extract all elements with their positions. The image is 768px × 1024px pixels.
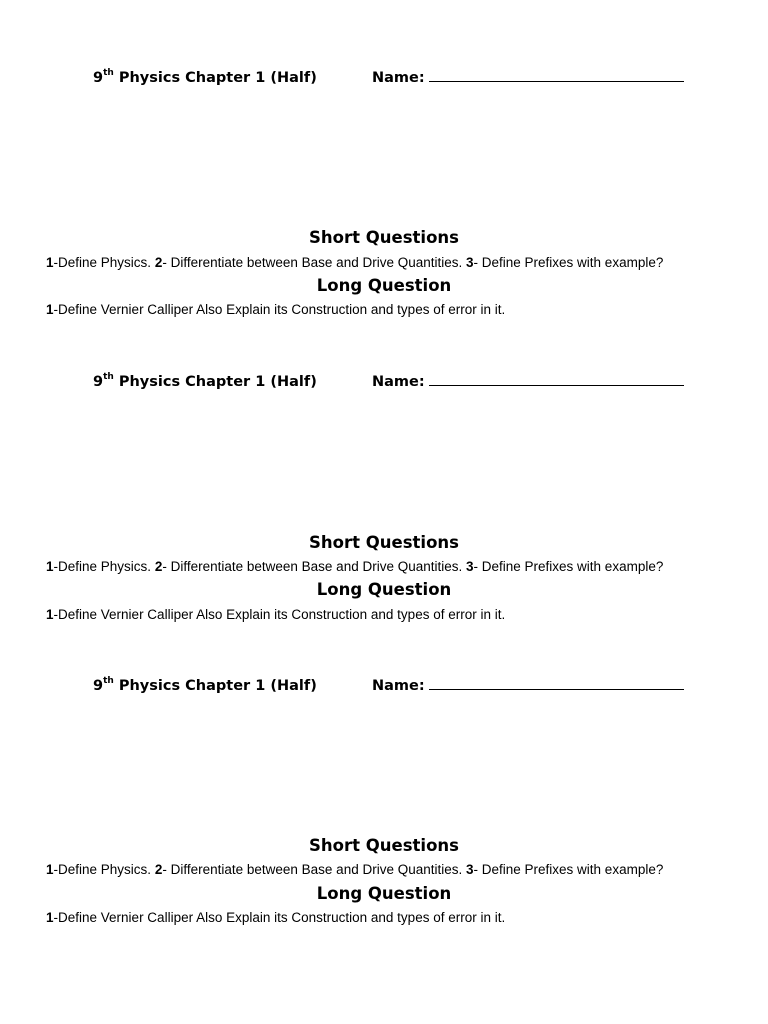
name-blank-line <box>429 674 684 690</box>
quiz-title: 9th Physics Chapter 1 (Half) <box>93 372 317 390</box>
name-field <box>372 674 684 698</box>
quiz-title: 9th Physics Chapter 1 (Half) <box>93 676 317 694</box>
short-questions-heading: Short Questions <box>309 533 459 552</box>
quiz-header <box>0 674 768 698</box>
long-question-text: 1-Define Vernier Calliper Also Explain its Construction and types of error in it. <box>46 910 506 925</box>
short-questions-list: 1-Define Physics. 2- Differentiate between Base and Drive Quantities. 3- Define Prefixes with example? <box>46 862 664 877</box>
short-questions-list: 1-Define Physics. 2- Differentiate between Base and Drive Quantities. 3- Define Prefixes with example? <box>46 559 664 574</box>
long-question-heading: Long Question <box>316 580 452 599</box>
long-question-text: 1-Define Vernier Calliper Also Explain its Construction and types of error in it. <box>46 607 506 622</box>
name-field <box>372 370 684 394</box>
short-questions-list: 1-Define Physics. 2- Differentiate between Base and Drive Quantities. 3- Define Prefixes with example? <box>46 255 664 270</box>
quiz-header <box>0 370 768 394</box>
quiz-title: 9th Physics Chapter 1 (Half) <box>93 68 317 86</box>
long-question-text: 1-Define Vernier Calliper Also Explain its Construction and types of error in it. <box>46 302 506 317</box>
name-label: Name: <box>372 678 425 694</box>
quiz-header <box>0 66 768 90</box>
name-blank-line <box>429 370 684 386</box>
short-questions-heading: Short Questions <box>309 836 459 855</box>
long-question-heading: Long Question <box>316 884 452 903</box>
long-question-heading: Long Question <box>316 276 452 295</box>
name-field <box>372 66 684 90</box>
name-label: Name: <box>372 70 425 86</box>
short-questions-heading: Short Questions <box>309 228 459 247</box>
name-blank-line <box>429 66 684 82</box>
name-label: Name: <box>372 374 425 390</box>
